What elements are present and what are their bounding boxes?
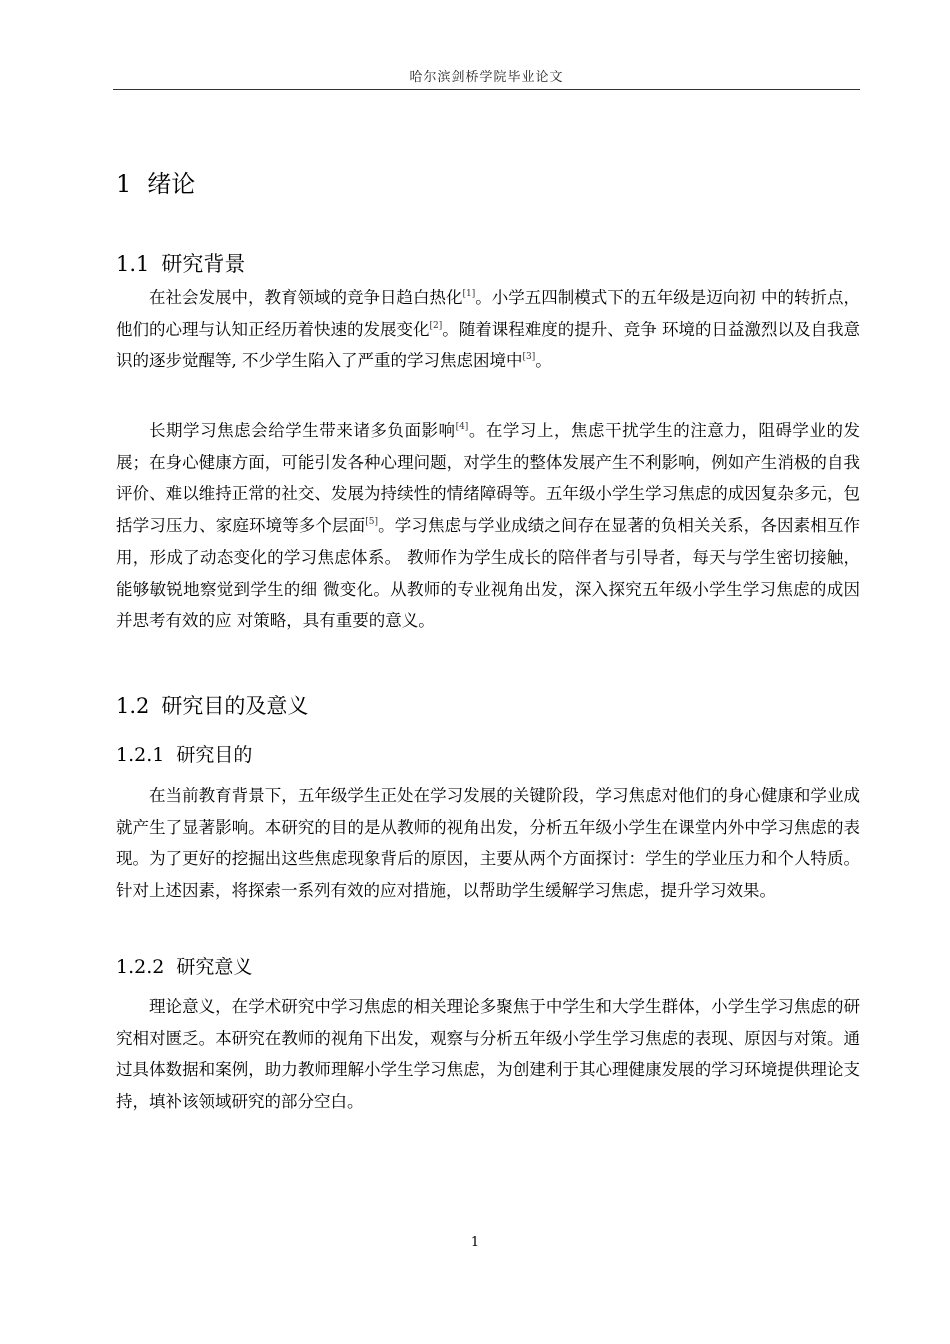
section-heading-1-2	[116, 690, 308, 720]
citation-ref: [1]	[462, 289, 476, 299]
subsection-number: 1.2.1	[116, 744, 165, 766]
text-run: 。	[535, 351, 552, 371]
subsection-title: 研究意义	[176, 956, 253, 978]
running-header: 哈尔滨剑桥学院毕业论文	[409, 70, 564, 85]
subsection-heading-1-2-2	[116, 952, 252, 979]
section-title: 研究背景	[161, 252, 246, 276]
significance-paragraph: 理论意义，在学术研究中学习焦虑的相关理论多聚焦于中学生和大学生群体，小学生学习焦虑的研究相对匮乏。本研究在教师的视角下出发，观察与分析五年级小学生学习焦虑的表现、原因与对策。通过具体数据和案例，助力教师理解小学生学习焦虑，为创建利于其心理健康发展的学习环境提供理论支持，填补该领域研究的部分空白。	[116, 997, 860, 1112]
background-paragraph-2	[116, 415, 860, 637]
section-title: 研究目的及意义	[161, 694, 309, 718]
header-divider	[113, 89, 860, 90]
subsection-number: 1.2.2	[116, 956, 165, 978]
text-run: 在社会发展中，教育领域的竞争日趋白热化	[149, 288, 463, 307]
text-run: 长期学习焦虑会给学生带来诸多负面影响	[149, 421, 456, 440]
section-number: 1.1	[116, 252, 150, 276]
page-number: 1	[470, 1235, 480, 1250]
chapter-title: 绪论	[147, 170, 196, 198]
text-run: 。小学五四制模式下的五年级是迈向初 中的转折点，他们的心理与认知正经历着快速的发展变化	[116, 288, 860, 339]
text-run: 。学习焦虑与学业成绩之间存在显著的负相关关系，各因素相互作用，形成了动态变化的学习焦虑体系。 教师作为学生成长的陪伴者与引导者，每天与学生密切接触，能够敏锐地察觉到学生的细 微变化。从教师的专业视角出发，深入探究五年级小学生学习焦虑的成因并思考有效的应 对策略，具有重要的意义。	[116, 516, 861, 631]
subsection-title: 研究目的	[176, 744, 253, 766]
chapter-heading	[116, 164, 195, 199]
text-run: 。随着课程难度的提升、竞争 环境的日益激烈以及自我意识的逐步觉醒等, 不少学生陷入了严重的学习焦虑困境中	[116, 319, 860, 371]
citation-ref: [5]	[365, 517, 379, 528]
citation-ref: [4]	[455, 422, 469, 432]
purpose-paragraph: 在当前教育背景下，五年级学生正处在学习发展的关键阶段，学习焦虑对他们的身心健康和学业成就产生了显著影响。本研究的目的是从教师的视角出发，分析五年级小学生在课堂内外中学习焦虑的表现。为了更好的挖掘出这些焦虑现象背后的原因，主要从两个方面探讨：学生的学业压力和个人特质。针对上述因素，将探索一系列有效的应对措施，以帮助学生缓解学习焦虑，提升学习效果。	[116, 786, 860, 901]
subsection-heading-1-2-1	[116, 740, 252, 767]
section-number: 1.2	[116, 694, 150, 718]
citation-ref: [2]	[429, 320, 443, 331]
citation-ref: [3]	[522, 352, 536, 363]
background-paragraph-1	[116, 282, 860, 377]
section-heading-1-1	[116, 248, 245, 278]
chapter-number: 1	[116, 170, 132, 198]
text-run: 。在学习上，焦虑干扰学生的注意力，阻碍学业的发展；在身心健康方面，可能引发各种心理问题，对学生的整体发展产生不利影响，例如产生消极的自我评价、难以维持正常的社交、发展为持续性的情绪障碍等。五年级小学生学习焦虑的成因复杂多元，包括学习压力、家庭环境等多个层面	[116, 421, 861, 536]
